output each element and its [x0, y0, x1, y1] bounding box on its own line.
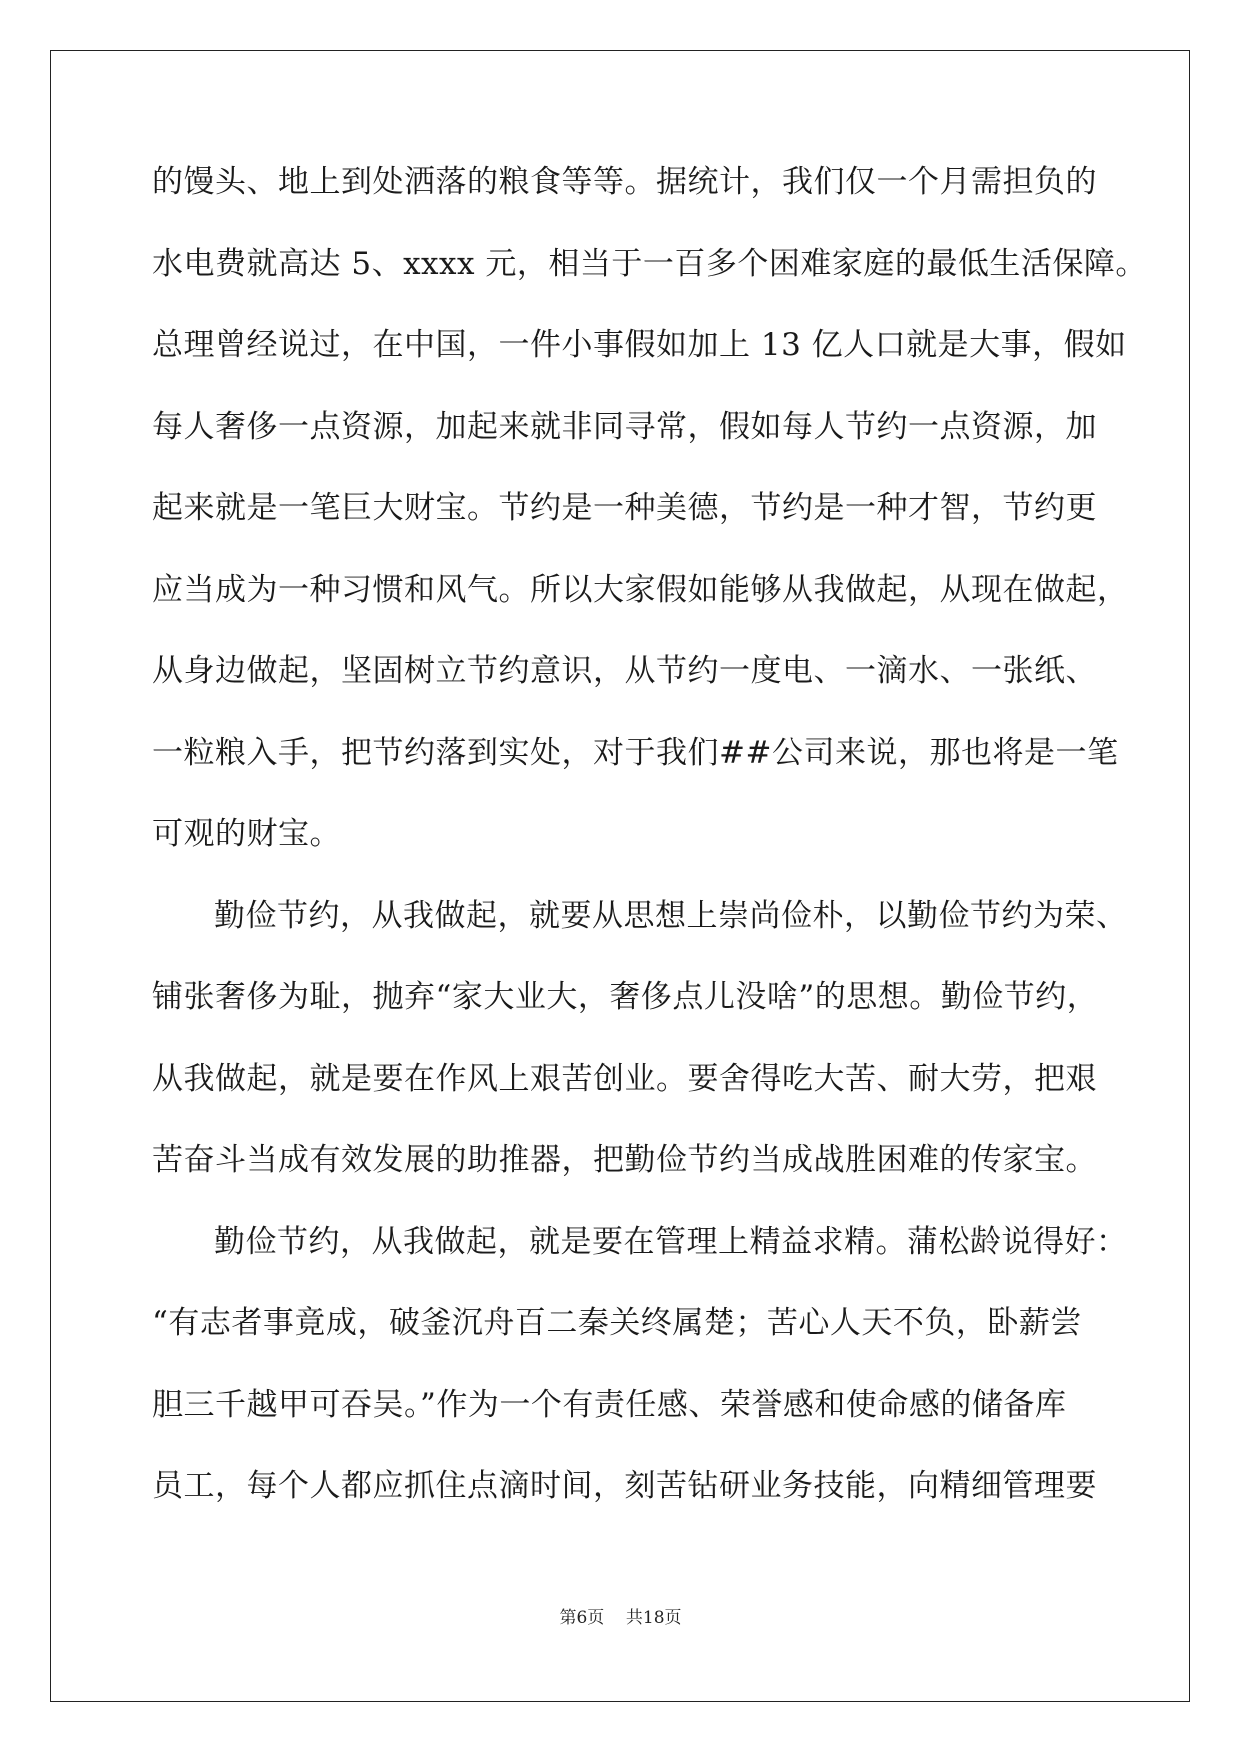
text-line: 每人奢侈一点资源，加起来就非同寻常，假如每人节约一点资源，加	[152, 408, 1097, 445]
text-line: 胆三千越甲可吞吴。”作为一个有责任感、荣誉感和使命感的储备库	[152, 1386, 1067, 1423]
text-line: 员工，每个人都应抓住点滴时间，刻苦钻研业务技能，向精细管理要	[152, 1468, 1097, 1504]
page-number: 第6页	[559, 1608, 605, 1628]
text-line: 可观的财宝。	[152, 816, 341, 852]
text-line: 从身边做起，坚固树立节约意识，从节约一度电、一滴水、一张纸、	[152, 653, 1097, 689]
text-line: 从我做起，就是要在作风上艰苦创业。要舍得吃大苦、耐大劳，把艰	[152, 1060, 1097, 1097]
text-line: 的馒头、地上到处洒落的粮食等等。据统计，我们仅一个月需担负的	[152, 164, 1097, 200]
text-line: 应当成为一种习惯和风气。所以大家假如能够从我做起，从现在做起，	[152, 571, 1129, 608]
paragraph-start-line: 勤俭节约，从我做起，就是要在管理上精益求精。蒲松龄说得好：	[214, 1223, 1128, 1260]
text-line: 总理曾经说过，在中国，一件小事假如加上 13 亿人口就是大事，假如	[152, 327, 1127, 363]
text-line: 一粒粮入手，把节约落到实处，对于我们##公司来说，那也将是一笔	[152, 734, 1119, 771]
document-body	[152, 160, 1147, 1546]
text-line: “有志者事竟成，破釜沉舟百二秦关终属楚；苦心人天不负，卧薪尝	[152, 1305, 1082, 1341]
page-total: 共18页	[625, 1608, 682, 1628]
text-line: 铺张奢侈为耻，抛弃“家大业大，奢侈点儿没啥”的思想。勤俭节约，	[152, 979, 1099, 1015]
paragraph-start-line: 勤俭节约，从我做起，就要从思想上崇尚俭朴，以勤俭节约为荣、	[214, 897, 1128, 934]
text-line: 苦奋斗当成有效发展的助推器，把勤俭节约当成战胜困难的传家宝。	[152, 1142, 1097, 1178]
text-line: 起来就是一笔巨大财宝。节约是一种美德，节约是一种才智，节约更	[152, 490, 1097, 526]
page-footer	[0, 1606, 1241, 1630]
text-line: 水电费就高达 5、xxxx 元，相当于一百多个困难家庭的最低生活保障。	[152, 245, 1147, 282]
